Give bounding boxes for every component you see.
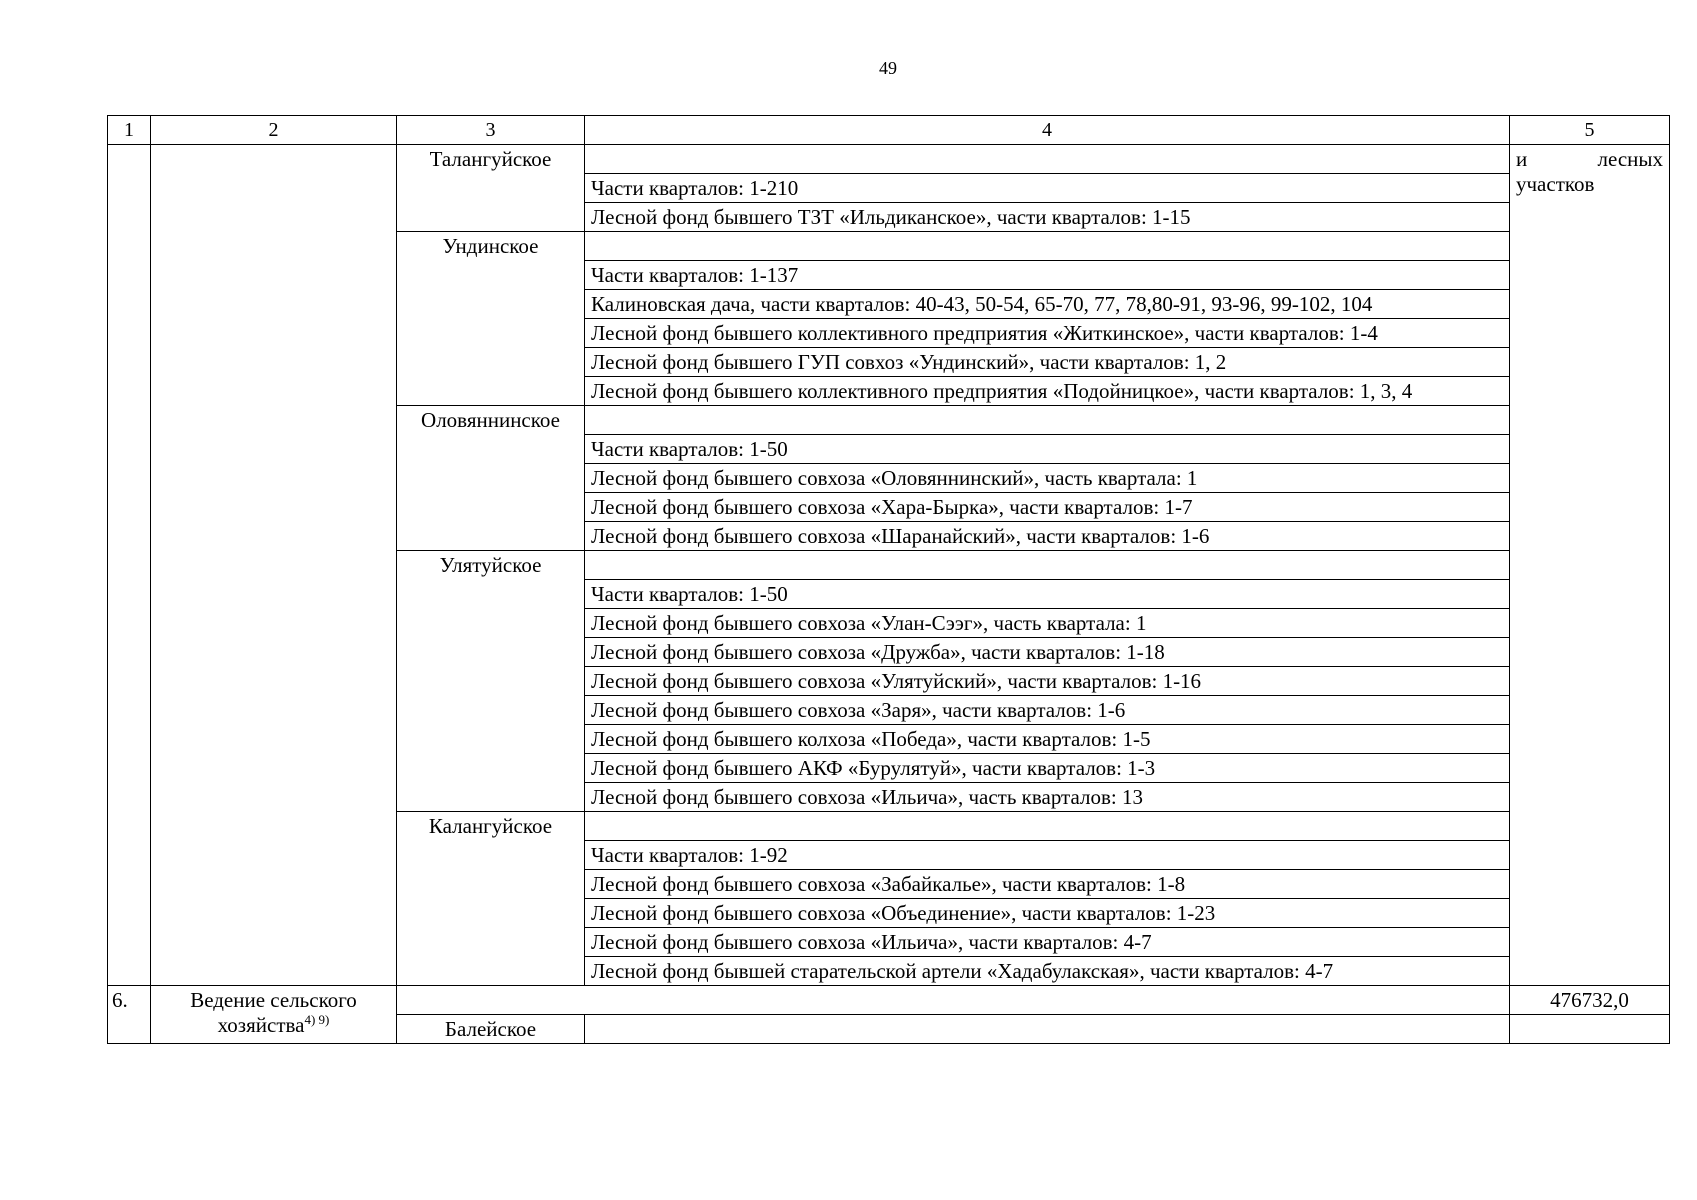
district-name: Балейское — [397, 1015, 585, 1044]
district-name: Улятуйское — [397, 551, 585, 812]
empty-description-cell — [585, 1015, 1510, 1044]
col5-continuation-cell — [1510, 145, 1670, 986]
empty-description-cell — [585, 812, 1510, 841]
forest-zones-table — [107, 115, 1670, 1044]
col5-line-2: участков — [1516, 172, 1595, 196]
forest-fund-description: Калиновская дача, части кварталов: 40-43, 50-54, 65-70, 77, 78,80-91, 93-96, 99-102, 104 — [585, 290, 1510, 319]
page-number: 49 — [879, 58, 897, 78]
district-name: Ундинское — [397, 232, 585, 406]
forest-fund-description: Лесной фонд бывшего совхоза «Улан-Сээг», часть квартала: 1 — [585, 609, 1510, 638]
empty-description-cell — [585, 406, 1510, 435]
forest-fund-description: Части кварталов: 1-137 — [585, 261, 1510, 290]
forest-fund-description: Части кварталов: 1-92 — [585, 841, 1510, 870]
forest-fund-description: Лесной фонд бывшего совхоза «Улятуйский», части кварталов: 1-16 — [585, 667, 1510, 696]
table-body — [108, 116, 1670, 1044]
forest-fund-description: Части кварталов: 1-210 — [585, 174, 1510, 203]
forest-fund-description: Лесной фонд бывшего ГУП совхоз «Ундинский», части кварталов: 1, 2 — [585, 348, 1510, 377]
forest-fund-description: Лесной фонд бывшего совхоза «Забайкалье», части кварталов: 1-8 — [585, 870, 1510, 899]
col5-word: лесных — [1597, 147, 1663, 171]
header-cell-3: 3 — [397, 116, 585, 145]
district-name: Оловяннинское — [397, 406, 585, 551]
header-cell-1: 1 — [108, 116, 151, 145]
forest-fund-description: Лесной фонд бывшего совхоза «Объединение», части кварталов: 1-23 — [585, 899, 1510, 928]
empty-description-cell — [585, 145, 1510, 174]
purpose-line-2 — [157, 1013, 390, 1038]
forest-fund-description: Лесной фонд бывшего совхоза «Ильича», часть кварталов: 13 — [585, 783, 1510, 812]
district-name: Калангуйское — [397, 812, 585, 986]
forest-fund-description: Лесной фонд бывшего АКФ «Бурулятуй», части кварталов: 1-3 — [585, 754, 1510, 783]
forest-fund-description: Части кварталов: 1-50 — [585, 435, 1510, 464]
footnote-marker: 4) 9) — [304, 1012, 330, 1027]
purpose-cell — [151, 986, 397, 1044]
forest-fund-description: Лесной фонд бывшего колхоза «Победа», части кварталов: 1-5 — [585, 725, 1510, 754]
forest-fund-description: Лесной фонд бывшего совхоза «Дружба», части кварталов: 1-18 — [585, 638, 1510, 667]
header-row — [108, 116, 1670, 145]
forest-fund-description: Части кварталов: 1-50 — [585, 580, 1510, 609]
purpose-line-1: Ведение сельского — [190, 988, 357, 1012]
header-cell-2: 2 — [151, 116, 397, 145]
forest-fund-description: Лесной фонд бывшего коллективного предприятия «Житкинское», части кварталов: 1-4 — [585, 319, 1510, 348]
empty-description-cell — [585, 551, 1510, 580]
forest-fund-description: Лесной фонд бывшего ТЗТ «Ильдиканское», части кварталов: 1-15 — [585, 203, 1510, 232]
row-6-empty-merged-cell — [397, 986, 1510, 1015]
row-6 — [108, 986, 1670, 1015]
col1-continuation-cell — [108, 145, 151, 986]
col5-line-1 — [1516, 147, 1663, 172]
col5-word: и — [1516, 147, 1528, 171]
district-name: Талангуйское — [397, 145, 585, 232]
row-number: 6. — [108, 986, 151, 1044]
col2-continuation-cell — [151, 145, 397, 986]
area-value: 476732,0 — [1510, 986, 1670, 1015]
forest-fund-description: Лесной фонд бывшего совхоза «Оловяннинский», часть квартала: 1 — [585, 464, 1510, 493]
forest-fund-description: Лесной фонд бывшего совхоза «Хара-Бырка», части кварталов: 1-7 — [585, 493, 1510, 522]
header-cell-5: 5 — [1510, 116, 1670, 145]
forest-fund-description: Лесной фонд бывшего совхоза «Ильича», части кварталов: 4-7 — [585, 928, 1510, 957]
empty-description-cell — [585, 232, 1510, 261]
forest-fund-description: Лесной фонд бывшего коллективного предприятия «Подойницкое», части кварталов: 1, 3, 4 — [585, 377, 1510, 406]
header-cell-4: 4 — [585, 116, 1510, 145]
purpose-text: хозяйства — [217, 1013, 305, 1037]
forest-fund-description: Лесной фонд бывшей старательской артели «Хадабулакская», части кварталов: 4-7 — [585, 957, 1510, 986]
forest-fund-description: Лесной фонд бывшего совхоза «Заря», части кварталов: 1-6 — [585, 696, 1510, 725]
forest-fund-description: Лесной фонд бывшего совхоза «Шаранайский», части кварталов: 1-6 — [585, 522, 1510, 551]
empty-area-cell — [1510, 1015, 1670, 1044]
district-row — [108, 145, 1670, 174]
